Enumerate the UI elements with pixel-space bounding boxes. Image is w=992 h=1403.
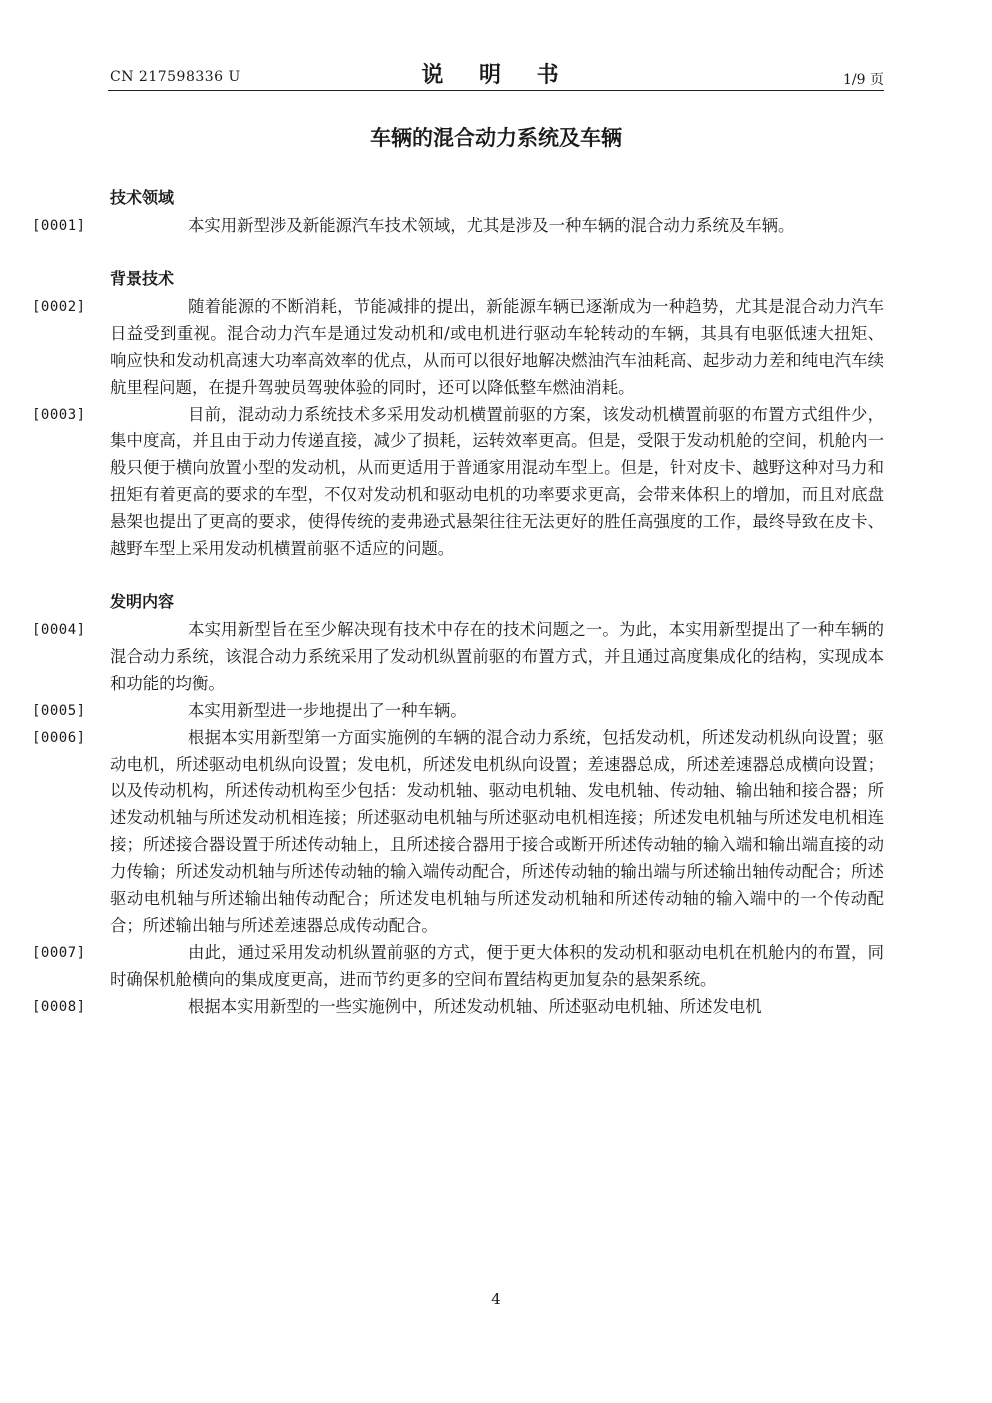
paragraph-0007 (32, 940, 884, 994)
paragraph-number: [0002] (32, 298, 86, 315)
section-heading-background: 背景技术 (110, 268, 175, 288)
document-type: 说 明 书 (421, 63, 573, 88)
paragraph-text: 本实用新型涉及新能源汽车技术领域，尤其是涉及一种车辆的混合动力系统及车辆。 (188, 216, 795, 235)
page-header (110, 52, 884, 92)
section-heading-technical-field: 技术领域 (110, 188, 175, 207)
document-title: 车辆的混合动力系统及车辆 (370, 126, 622, 150)
paragraph-text: 根据本实用新型的一些实施例中，所述发动机轴、所述驱动电机轴、所述发电机 (188, 996, 762, 1016)
paragraph-number: [0004] (32, 621, 86, 638)
section-heading-summary: 发明内容 (110, 591, 175, 611)
paragraph-number: [0001] (32, 218, 86, 234)
header-divider (108, 90, 884, 91)
paragraph-0008 (32, 994, 884, 1021)
patent-number: CN 217598336 U (110, 69, 241, 85)
paragraph-text: 本实用新型进一步地提出了一种车辆。 (188, 700, 467, 720)
paragraph-0005 (32, 698, 884, 725)
paragraph-0002 (32, 294, 884, 402)
document-body (32, 183, 884, 1021)
page-indicator: 1/9 页 (843, 72, 884, 88)
paragraph-number: [0008] (32, 998, 86, 1015)
paragraph-text: 根据本实用新型第一方面实施例的车辆的混合动力系统，包括发动机，所述发动机纵向设置；驱动电机，所述驱动电机纵向设置；发电机，所述发电机纵向设置；差速器总成，所述差速器总成横向设置；以及传动机构，所述传动机构至少包括：发动机轴、驱动电机轴、发电机轴、传动轴、输出轴和接合器；所述发动机轴与所述发动机相连接；所述驱动电机轴与所述驱动电机相连接；所述发电机轴与所述发电机相连接；所述接合器设置于所述传动轴上，且所述接合器用于接合或断开所述传动轴的输入端和输出端直接的动力传输；所述发动机轴与所述传动轴的输入端传动配合，所述传动轴的输出端与所述输出轴传动配合；所述驱动电机轴与所述输出轴传动配合；所述发电机轴与所述发动机轴和所述传动轴的输入端中的一个传动配合；所述输出轴与所述差速器总成传动配合。 (110, 727, 884, 935)
paragraph-text: 随着能源的不断消耗，节能减排的提出，新能源车辆已逐渐成为一种趋势，尤其是混合动力汽车日益受到重视。混合动力汽车是通过发动机和/或电机进行驱动车轮转动的车辆，其具有电驱低速大扭矩、响应快和发动机高速大功率高效率的优点，从而可以很好地解决燃油汽车油耗高、起步动力差和纯电汽车续航里程问题，在提升驾驶员驾驶体验的同时，还可以降低整车燃油消耗。 (110, 296, 884, 397)
paragraph-0001 (32, 213, 884, 240)
paragraph-0004 (32, 617, 884, 698)
paragraph-number: [0006] (32, 729, 86, 746)
paragraph-number: [0007] (32, 944, 86, 961)
paragraph-0003 (32, 402, 884, 563)
paragraph-text: 目前，混动动力系统技术多采用发动机横置前驱的方案，该发动机横置前驱的布置方式组件少，集中度高，并且由于动力传递直接，减少了损耗，运转效率更高。但是，受限于发动机舱的空间，机舱内一般只便于横向放置小型的发动机，从而更适用于普通家用混动车型上。但是，针对皮卡、越野这种对马力和扭矩有着更高的要求的车型，不仅对发动机和驱动电机的功率要求更高，会带来体积上的增加，而且对底盘悬架也提出了更高的要求，使得传统的麦弗逊式悬架往往无法更好的胜任高强度的工作，最终导致在皮卡、越野车型上采用发动机横置前驱不适应的问题。 (110, 404, 884, 559)
page-number: 4 (491, 1290, 501, 1308)
paragraph-text: 本实用新型旨在至少解决现有技术中存在的技术问题之一。为此，本实用新型提出了一种车辆的混合动力系统，该混合动力系统采用了发动机纵置前驱的布置方式，并且通过高度集成化的结构，实现成本和功能的均衡。 (110, 619, 884, 693)
paragraph-number: [0003] (32, 406, 86, 423)
paragraph-0006 (32, 725, 884, 940)
paragraph-number: [0005] (32, 702, 86, 719)
paragraph-text: 由此，通过采用发动机纵置前驱的方式，便于更大体积的发动机和驱动电机在机舱内的布置，同时确保机舱横向的集成度更高，进而节约更多的空间布置结构更加复杂的悬架系统。 (110, 942, 884, 989)
